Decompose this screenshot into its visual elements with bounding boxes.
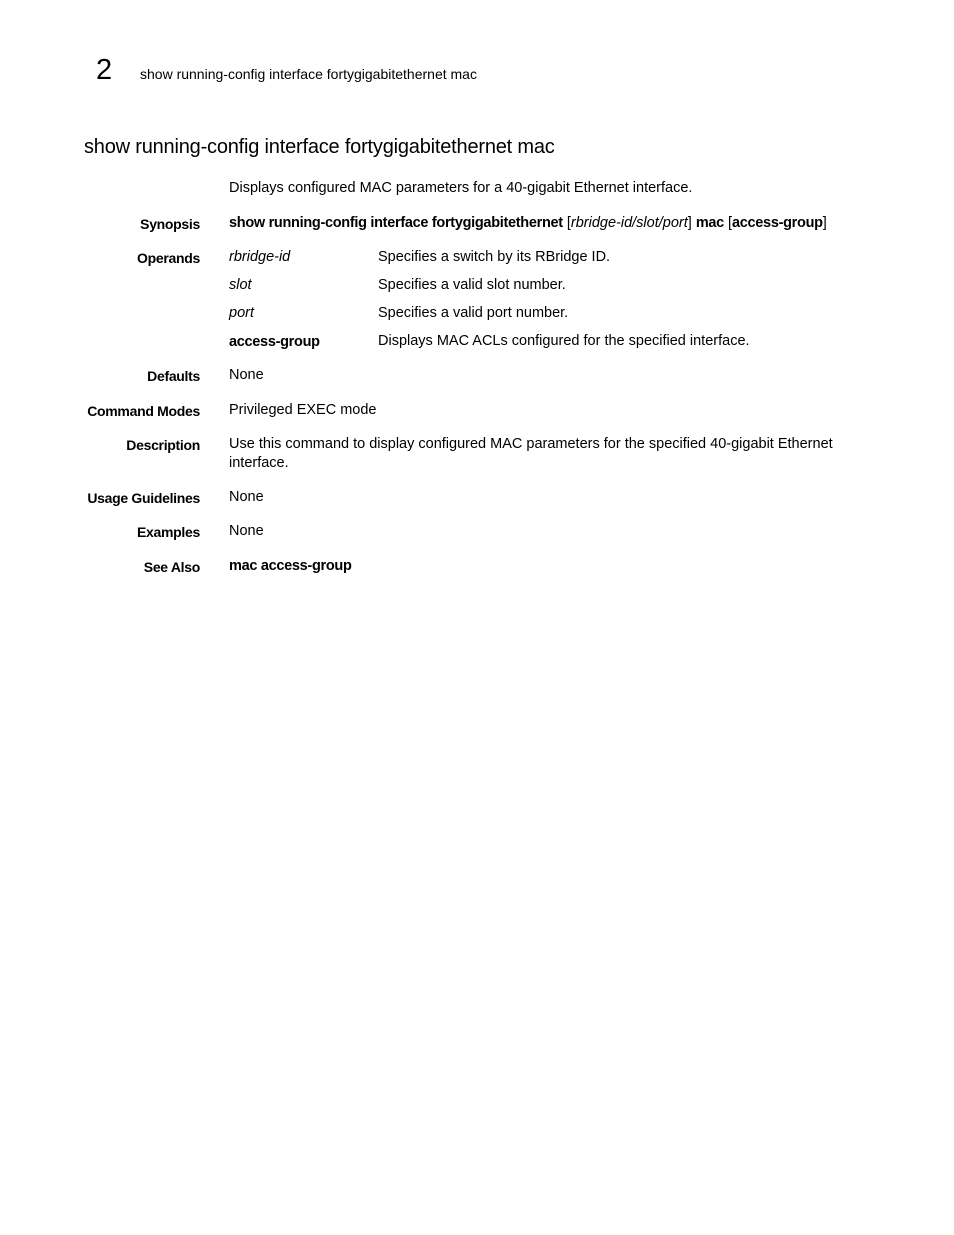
usage-guidelines-value: None [229,489,264,505]
description-label: Description [126,437,200,453]
operand-name-rbridge-id: rbridge-id [229,249,291,265]
synopsis-open-bracket: [ [566,215,571,231]
operands-label: Operands [137,250,200,266]
synopsis-keyword: mac [695,215,724,231]
synopsis-label: Synopsis [140,216,200,232]
usage-guidelines-label: Usage Guidelines [87,490,200,506]
synopsis-close-bracket-2: ] [822,215,827,231]
operand-desc-slot: Specifies a valid slot number. [378,277,566,293]
command-modes-value: Privileged EXEC mode [229,402,377,418]
chapter-number: 2 [96,54,113,86]
operand-name-port: port [229,305,254,321]
synopsis-close-bracket: ] [687,215,692,231]
command-modes-label: Command Modes [87,403,200,419]
operand-desc-access-group: Displays MAC ACLs configured for the specified interface. [378,333,750,349]
see-also-label: See Also [143,559,200,575]
synopsis-command [229,214,827,233]
defaults-label: Defaults [147,368,200,384]
description-value: Use this command to display configured MAC parameters for the specified 40-gigabit Ethernet interface. [229,436,833,471]
defaults-value: None [229,367,264,383]
operand-name-access-group: access-group [229,334,320,350]
synopsis-option: access-group [732,215,823,231]
running-header: show running-config interface fortygigabitethernet mac [140,66,477,82]
synopsis-args: rbridge-id/slot/port [570,215,688,231]
examples-value: None [229,523,264,539]
summary-text: Displays configured MAC parameters for a 40-gigabit Ethernet interface. [229,180,693,196]
synopsis-command-name: show running-config interface fortygigabitethernet [229,215,563,231]
operand-desc-port: Specifies a valid port number. [378,305,569,321]
operand-desc-rbridge-id: Specifies a switch by its RBridge ID. [378,249,611,265]
examples-label: Examples [137,524,200,540]
see-also-link[interactable]: mac access-group [229,558,352,574]
operand-name-slot: slot [229,277,252,293]
page-title: show running-config interface fortygigabitethernet mac [84,136,555,158]
synopsis-open-bracket-2: [ [727,215,732,231]
